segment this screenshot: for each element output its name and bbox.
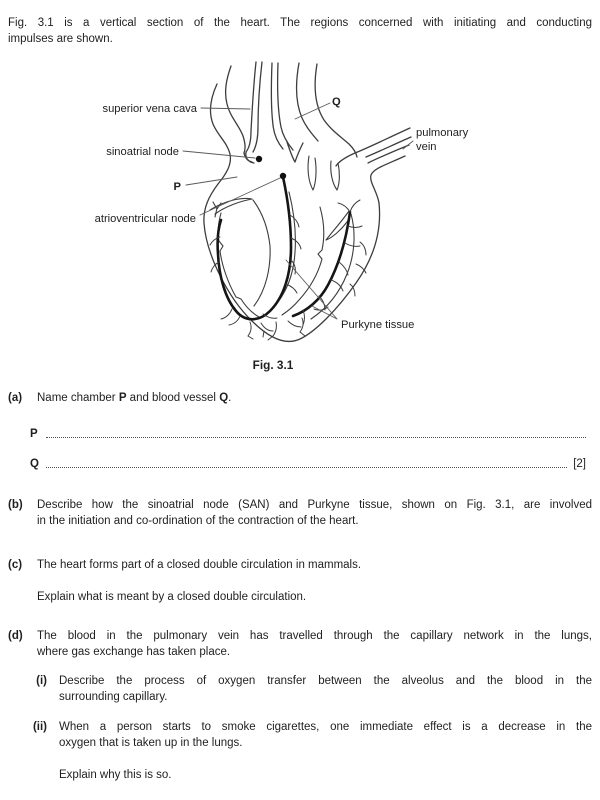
figure-caption: Fig. 3.1 <box>252 358 294 372</box>
superior-vena-cava-label: superior vena cava <box>102 103 197 115</box>
septum-wall-path <box>253 200 270 306</box>
question-d-ii-line-2: oxygen that is taken up in the lungs. <box>59 737 243 749</box>
question-d-ii-followup: Explain why this is so. <box>59 769 172 781</box>
superior-vena-cava-inner-path <box>226 66 245 153</box>
pulmonary-vein-label-line1: pulmonary <box>416 127 469 139</box>
sinoatrial-node-dot <box>256 156 262 162</box>
question-d-i <box>30 673 592 705</box>
svc-pointer-line <box>201 108 250 109</box>
answer-q-dotted-line <box>46 467 567 468</box>
nodes-group <box>256 156 286 179</box>
p-pointer-line <box>186 177 237 185</box>
valve-flap-path <box>308 156 316 190</box>
question-a-part: and blood vessel <box>126 392 220 404</box>
question-d-line-2: where gas exchange has taken place. <box>37 646 231 658</box>
question-d-ii-text <box>59 719 592 751</box>
sinoatrial-node-label: sinoatrial node <box>106 146 179 158</box>
pv-pointer-line <box>403 141 413 149</box>
question-d-marker: (d) <box>8 630 23 642</box>
p-label: P <box>173 181 181 193</box>
purkyne-pointer-line <box>286 260 337 319</box>
aorta-path <box>246 62 256 152</box>
answer-p-dotted-line <box>46 437 586 438</box>
left-atrium-flap-path <box>215 199 252 214</box>
answer-q-letter: Q <box>30 458 39 470</box>
intro-line-1: Fig. 3.1 is a vertical section of the heart. The regions concerned with initiating and conducting <box>8 17 592 29</box>
pulmonary-artery-path <box>297 63 318 141</box>
left-ventricle-wall-path <box>218 213 259 317</box>
question-d-ii-line-1: When a person starts to smoke cigarettes, one immediate effect is a decrease in the <box>59 721 592 733</box>
question-a-part-q: Q <box>219 392 229 404</box>
question-a-marker: (a) <box>8 392 23 404</box>
valve-flap-path <box>331 161 340 190</box>
atrioventricular-node-dot <box>280 173 286 179</box>
question-d-i-marker: (i) <box>36 675 47 687</box>
q-label: Q <box>332 96 341 108</box>
intro-line-2: impulses are shown. <box>8 33 113 45</box>
question-d-line-1: The blood in the pulmonary vein has travelled through the capillary network in the lungs, <box>37 630 592 642</box>
question-d-text <box>37 628 592 660</box>
question-a-text <box>37 390 592 406</box>
question-d-ii-marker: (ii) <box>32 721 47 733</box>
question-b-line-1: Describe how the sinoatrial node (SAN) and Purkyne tissue, shown on Fig. 3.1, are involved <box>37 499 592 511</box>
wall-kink-path <box>213 202 221 217</box>
question-b-marker: (b) <box>8 499 23 511</box>
intro-paragraph <box>8 15 592 47</box>
question-c-marker: (c) <box>8 559 23 571</box>
answer-line-p <box>30 426 586 441</box>
question-b <box>8 497 592 529</box>
question-c-line-1: The heart forms part of a closed double circulation in mammals. <box>37 559 362 571</box>
question-a-part: . <box>228 392 232 404</box>
question-a-part-p: P <box>118 392 127 404</box>
purkyne-left-bundle-path <box>218 177 291 319</box>
question-d <box>8 628 592 660</box>
avn-pointer-line <box>200 178 280 215</box>
aorta-path <box>278 63 293 150</box>
pulmonary-vein-label-line2: vein <box>416 141 437 153</box>
atrioventricular-node-label: atrioventricular node <box>94 213 196 225</box>
purkyne-tissue-label: Purkyne tissue <box>341 319 415 331</box>
question-d-ii <box>30 719 592 751</box>
q-pointer-line <box>295 103 330 119</box>
answer-line-q <box>30 456 586 471</box>
marks-badge: [2] <box>573 458 586 470</box>
heart-outline-group <box>204 62 411 341</box>
question-c <box>8 557 592 573</box>
question-a <box>8 390 592 406</box>
diagram-labels-group <box>95 96 469 372</box>
question-c-line-2: Explain what is meant by a closed double circulation. <box>37 591 307 603</box>
question-d-i-line-1: Describe the process of oxygen transfer between the alveolus and the blood in the <box>59 675 592 687</box>
question-d-i-text <box>59 673 592 705</box>
heart-diagram <box>56 56 500 378</box>
pointer-lines-group <box>183 103 413 319</box>
answer-p-letter: P <box>30 428 38 440</box>
question-b-text <box>37 497 592 529</box>
pulmonary-artery-path <box>315 64 357 157</box>
question-b-line-2: in the initiation and co-ordination of the contraction of the heart. <box>37 515 359 527</box>
question-d-i-line-2: surrounding capillary. <box>59 691 168 703</box>
question-a-part: Name chamber <box>37 392 119 404</box>
